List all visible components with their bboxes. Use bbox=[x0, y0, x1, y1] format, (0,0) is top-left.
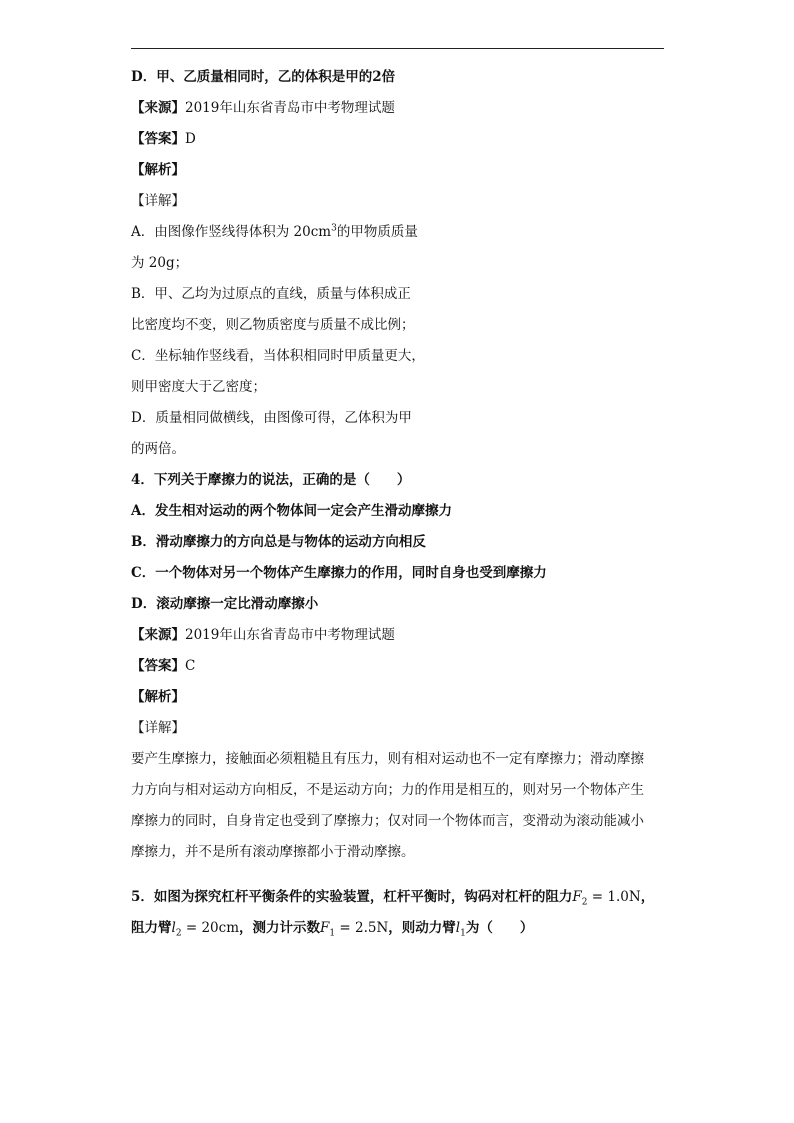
header-rule bbox=[131, 48, 664, 49]
l2-letter: l bbox=[171, 920, 176, 936]
q4-detail-line3: 摩擦力的同时，自身肯定也受到了摩擦力；仅对同一个物体而言，变滑动为滚动能减小 bbox=[131, 813, 644, 829]
q4-detail-line1: 要产生摩擦力，接触面必须粗糙且有压力，则有相对运动也不一定有摩擦力；滑动摩擦 bbox=[131, 751, 644, 767]
q4-answer bbox=[131, 651, 676, 682]
q3-analysis-heading: 【解析】 bbox=[131, 162, 185, 178]
spacer bbox=[131, 868, 676, 882]
l1-subscript: 1 bbox=[460, 928, 466, 939]
detail-text: 的甲物质质量 bbox=[336, 224, 418, 240]
l2-subscript: 2 bbox=[175, 928, 182, 939]
q5-stem-text: 阻力臂 bbox=[131, 920, 172, 936]
q5-separator: ， bbox=[640, 889, 655, 905]
q3-detail-d-line1: D．质量相同做横线，由图像可得，乙体积为甲 bbox=[131, 410, 412, 426]
q4-option-d: D．滚动摩擦一定比滑动摩擦小 bbox=[131, 596, 319, 612]
f1-letter: F bbox=[320, 920, 330, 936]
source-text: 2019年山东省青岛市中考物理试题 bbox=[185, 100, 395, 116]
q5-stem-text: ，则动力臂 bbox=[388, 920, 456, 936]
l2-symbol bbox=[171, 920, 182, 939]
q4-detail-line4: 摩擦力，并不是所有滚动摩擦都小于滑动摩擦。 bbox=[131, 844, 415, 860]
f2-letter: F bbox=[572, 889, 582, 905]
l1-letter: l bbox=[455, 920, 461, 936]
q3-detail-b-line2: 比密度均不变，则乙物质密度与质量不成比例； bbox=[131, 317, 415, 333]
q4-detail-heading: 【详解】 bbox=[131, 720, 185, 736]
q4-option-b: B．滑动摩擦力的方向总是与物体的运动方向相反 bbox=[131, 534, 426, 550]
q3-detail-b-line1: B．甲、乙均为过原点的直线，质量与体积成正 bbox=[131, 286, 411, 302]
q3-detail-d-line2: 的两倍。 bbox=[131, 441, 185, 457]
q5-stem-line1 bbox=[131, 882, 676, 913]
q4-option-c: C．一个物体对另一个物体产生摩擦力的作用，同时自身也受到摩擦力 bbox=[131, 565, 547, 581]
q5-stem-line2 bbox=[131, 913, 676, 944]
f1-subscript: 1 bbox=[329, 928, 336, 939]
q5-stem-text: 5．如图为探究杠杆平衡条件的实验装置，杠杆平衡时，钩码对杠杆的阻力 bbox=[131, 889, 573, 905]
f2-value: = 1.0N bbox=[587, 889, 641, 905]
f2-symbol bbox=[572, 889, 588, 908]
source-tag: 【来源】 bbox=[131, 627, 185, 643]
answer-text: C bbox=[185, 658, 196, 674]
l1-symbol bbox=[455, 920, 466, 939]
q3-detail-c-line2: 则甲密度大于乙密度； bbox=[131, 379, 266, 395]
q3-detail-c-line1: C．坐标轴作竖线看，当体积相同时甲质量更大， bbox=[131, 348, 425, 364]
source-tag: 【来源】 bbox=[131, 100, 185, 116]
detail-text: A．由图像作竖线得体积为 20cm bbox=[131, 224, 332, 240]
exponent: 3 bbox=[331, 223, 337, 234]
f1-symbol bbox=[320, 920, 336, 939]
document-body bbox=[131, 62, 676, 944]
l2-value: = 20cm bbox=[181, 920, 239, 936]
q3-answer bbox=[131, 124, 676, 155]
q3-source bbox=[131, 93, 676, 124]
q5-stem-text: 为（ ） bbox=[465, 920, 534, 936]
source-text: 2019年山东省青岛市中考物理试题 bbox=[185, 627, 395, 643]
q4-detail-line2: 力方向与相对运动方向相反，不是运动方向；力的作用是相互的，则对另一个物体产生 bbox=[131, 782, 644, 798]
q3-detail-a-line1 bbox=[131, 217, 676, 248]
answer-tag: 【答案】 bbox=[131, 131, 185, 147]
q3-detail-heading: 【详解】 bbox=[131, 193, 185, 209]
q4-stem: 4．下列关于摩擦力的说法，正确的是（ ） bbox=[131, 472, 411, 488]
f1-value: = 2.5N bbox=[335, 920, 389, 936]
answer-tag: 【答案】 bbox=[131, 658, 185, 674]
q3-option-d: D．甲、乙质量相同时，乙的体积是甲的2倍 bbox=[131, 69, 396, 85]
q3-detail-a-line2: 为 20g； bbox=[131, 255, 189, 271]
answer-text: D bbox=[185, 131, 196, 147]
q5-stem-text: ，测力计示数 bbox=[239, 920, 320, 936]
q4-option-a: A．发生相对运动的两个物体间一定会产生滑动摩擦力 bbox=[131, 503, 452, 519]
f2-subscript: 2 bbox=[581, 897, 588, 908]
q4-analysis-heading: 【解析】 bbox=[131, 689, 185, 705]
q4-source bbox=[131, 620, 676, 651]
